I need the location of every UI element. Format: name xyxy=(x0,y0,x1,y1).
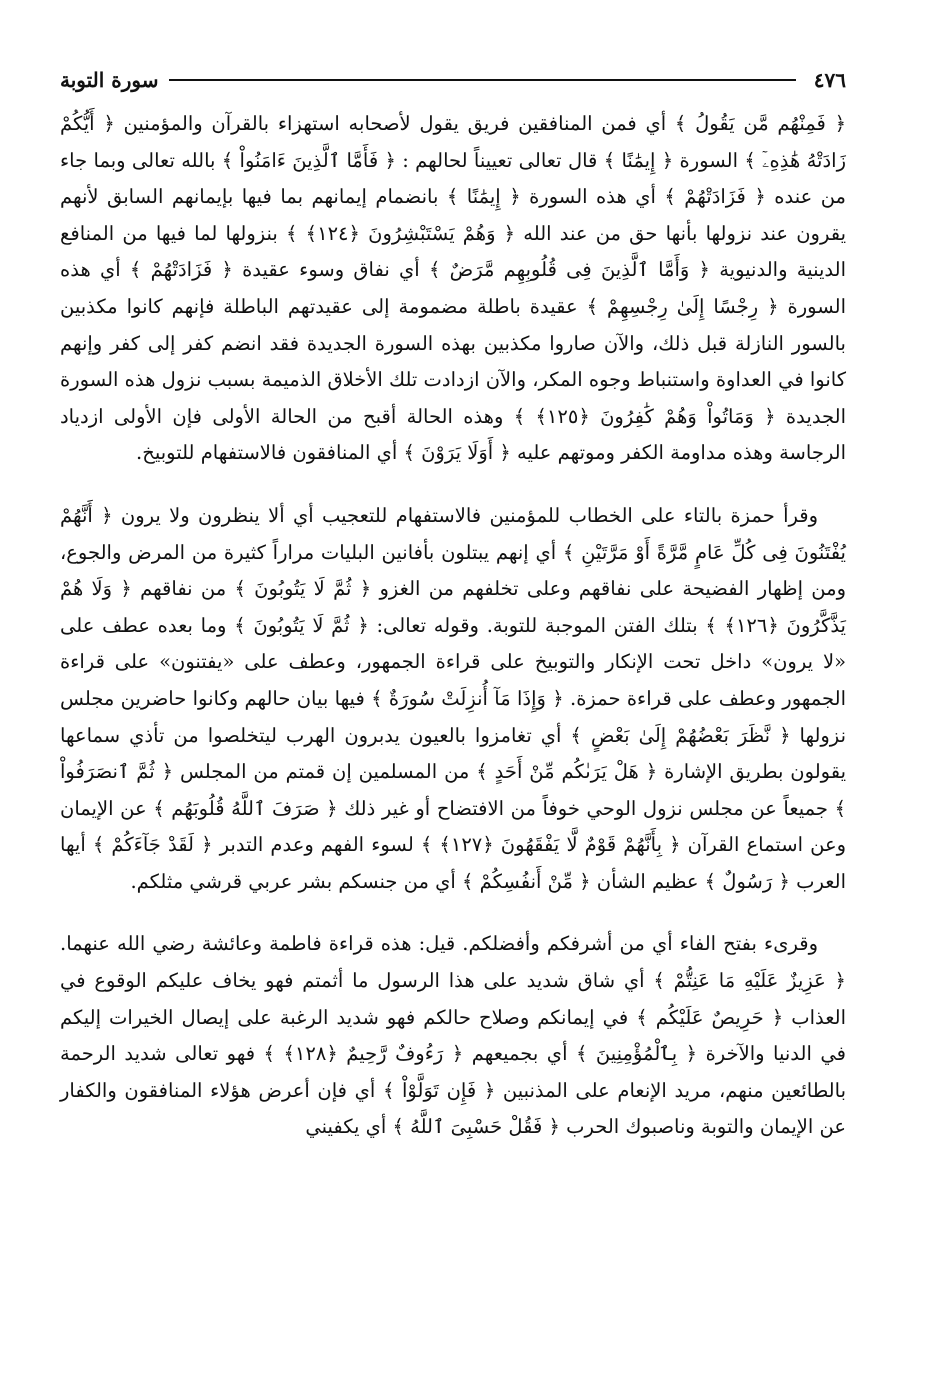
page-number: ٤٧٦ xyxy=(813,68,846,92)
paragraph: وقرأ حمزة بالتاء على الخطاب للمؤمنين فالاستفهام للتعجيب أي ألا ينظرون ولا يرون ﴿ أَنَّهُمْ يُفْتَنُونَ فِى كُلِّ عَامٍ مَّرَّةً أَوْ مَرَّتَيْنِ ﴾ أي إنهم يبتلون بأفانين البليات مراراً كثيرة من المرض والجوع، ومن إظهار الفضيحة على نفاقهم وعلى تخلفهم من الغزو ﴿ ثُمَّ لَا يَتُوبُونَ ﴾ من نفاقهم ﴿ وَلَا هُمْ يَذَّكَّرُونَ ﴿١٢٦﴾ ﴾ بتلك الفتن الموجبة للتوبة. وقوله تعالى: ﴿ ثُمَّ لَا يَتُوبُونَ ﴾ وما بعده عطف على «لا يرون» داخل تحت الإنكار والتوبيخ على قراءة الجمهور، وعطف على «يفتنون» على قراءة الجمهور وعطف على قراءة حمزة. ﴿ وَإِذَا مَآ أُنزِلَتْ سُورَةٌ ﴾ فيها بيان حالهم وكانوا حاضرين مجلس نزولها ﴿ نَّظَرَ بَعْضُهُمْ إِلَىٰ بَعْضٍ ﴾ أي تغامزوا بالعيون يدبرون الهرب ليتخلصوا من تأذي سماعها يقولون بطريق الإشارة ﴿ هَلْ يَرَىٰكُم مِّنْ أَحَدٍ ﴾ من المسلمين إن قمتم من المجلس ﴿ ثُمَّ ٱنصَرَفُواْ ﴾ جميعاً عن مجلس نزول الوحي خوفاً من الافتضاح أو غير ذلك ﴿ صَرَفَ ٱللَّهُ قُلُوبَهُم ﴾ عن الإيمان وعن استماع القرآن ﴿ بِأَنَّهُمْ قَوْمٌ لَّا يَفْقَهُونَ ﴿١٢٧﴾ ﴾ لسوء الفهم وعدم التدبر ﴿ لَقَدْ جَآءَكُمْ ﴾ أيها العرب ﴿ رَسُولٌ ﴾ عظيم الشأن ﴿ مِّنْ أَنفُسِكُمْ ﴾ أي من جنسكم بشر عربي قرشي مثلكم. xyxy=(60,503,846,893)
paragraph: وقرىء بفتح الفاء أي من أشرفكم وأفضلكم. قيل: هذه قراءة فاطمة وعائشة رضي الله عنهما. ﴿ عَزِيزٌ عَلَيْهِ مَا عَنِتُّمْ ﴾ أي شاق شديد على هذا الرسول ما أثمتم فهو يخاف عليكم الوقوع في العذاب ﴿ حَرِيصٌ عَلَيْكُم ﴾ في إيمانكم وصلاح حالكم فهو شديد الرغبة على إيصال الخيرات إليكم في الدنيا والآخرة ﴿ بِٱلْمُؤْمِنِينَ ﴾ أي بجميعهم ﴿ رَءُوفٌ رَّحِيمٌ ﴿١٢٨﴾ ﴾ فهو تعالى شديد الرحمة بالطائعين منهم، مريد الإنعام على المذنبين ﴿ فَإِن تَوَلَّوْاْ ﴾ أي فإن أعرض هؤلاء المنافقون والكفار عن الإيمان والتوبة وناصبوك الحرب ﴿ فَقُلْ حَسْبِىَ ٱللَّهُ ﴾ أي يكفيني xyxy=(60,932,846,1139)
book-page xyxy=(60,62,846,1362)
page-body xyxy=(60,106,846,1146)
surah-name: سورة التوبة xyxy=(60,68,159,92)
paragraph: ﴿ فَمِنْهُم مَّن يَقُولُ ﴾ أي فمن المنافقين فريق يقول لأصحابه استهزاء بالقرآن والمؤمنين ﴿ أَيُّكُمْ زَادَتْهُ هَٰذِهِۦٓ ﴾ السورة ﴿ إِيمَٰنًا ﴾ قال تعالى تعييناً لحالهم : ﴿ فَأَمَّا ٱلَّذِينَ ءَامَنُواْ ﴾ بالله تعالى وبما جاء من عنده ﴿ فَزَادَتْهُمْ ﴾ أي هذه السورة ﴿ إِيمَٰنًا ﴾ بانضمام إيمانهم بما فيها بإيمانهم السابق لأنهم يقرون عند نزولها بأنها حق من عند الله ﴿ وَهُمْ يَسْتَبْشِرُونَ ﴿١٢٤﴾ ﴾ بنزولها لما فيها من المنافع الدينية والدنيوية ﴿ وَأَمَّا ٱلَّذِينَ فِى قُلُوبِهِم مَّرَضٌ ﴾ أي نفاق وسوء عقيدة ﴿ فَزَادَتْهُمْ ﴾ أي هذه السورة ﴿ رِجْسًا إِلَىٰ رِجْسِهِمْ ﴾ عقيدة باطلة مضمومة إلى عقيدتهم الباطلة فإنهم كانوا مكذبين بالسور النازلة قبل ذلك، والآن صاروا مكذبين بهذه السورة الجديدة فقد انضم كفر إلى كفر وإنهم كانوا في العداوة واستنباط وجوه المكر، والآن ازدادت تلك الأخلاق الذميمة بسبب نزول هذه السورة الجديدة ﴿ وَمَاتُواْ وَهُمْ كَٰفِرُونَ ﴿١٢٥﴾ ﴾ وهذه الحالة أقبح من الحالة الأولى فإن الأولى ازدياد الرجاسة وهذه مداومة الكفر وموتهم عليه ﴿ أَوَلَا يَرَوْنَ ﴾ أي المنافقون فالاستفهام للتوبيخ. xyxy=(60,112,846,465)
page-header xyxy=(60,62,846,98)
header-rule xyxy=(169,79,796,81)
